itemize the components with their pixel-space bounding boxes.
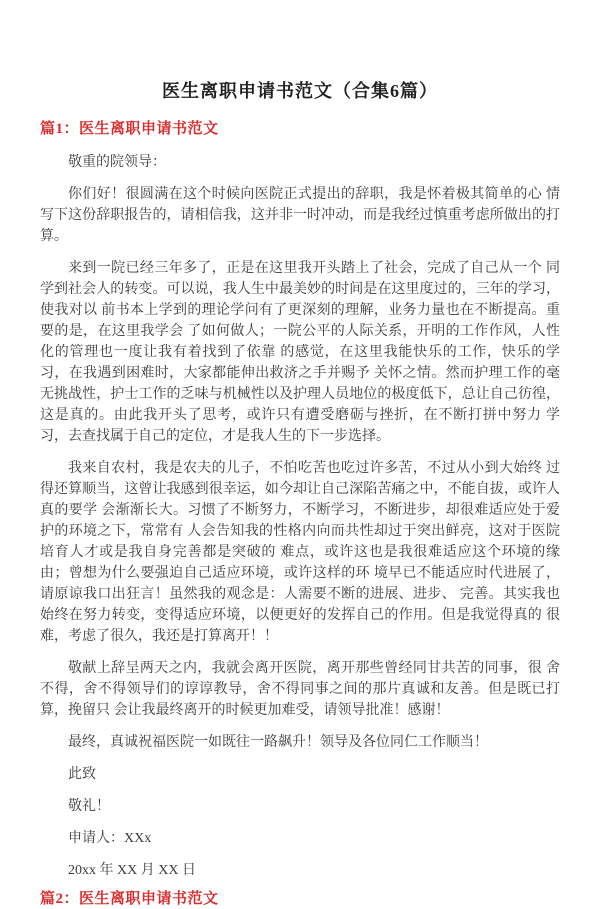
body-paragraph-5: 最终，真诚祝福医院一如既往一路飙升！领导及各位同仁工作顺当！	[68, 735, 488, 750]
body-paragraph-4: 敬献上辞呈两天之内，我就会离开医院，离开那些曾经同甘共苦的同事，很 舍不得，舍不得领导们的谆谆教导，舍不得同事之间的那片真诚和友善。但是既已打算，挽留只 会让我最终离开的时候更加难受，请领导批准！感谢！	[40, 661, 560, 718]
salutation-line: 敬重的院领导：	[68, 155, 166, 170]
document-title: 医生离职申请书范文（合集6篇）	[162, 81, 438, 101]
body-paragraph-1: 你们好！很圆满在这个时候向医院正式提出的辞职，我是怀着极其简单的心 情写下这份辞职报告的，请相信我，这并非一时冲动，而是我经过慎重考虑所做出的打算。	[40, 187, 560, 244]
date-line: 20xx 年 XX 月 XX 日	[68, 863, 196, 878]
closing-cizhi-line: 此致	[68, 767, 96, 782]
section-1-heading: 篇1：医生离职申请书范文	[40, 121, 219, 137]
applicant-line: 申请人：XXx	[68, 831, 152, 846]
closing-jingli-line: 敬礼！	[68, 799, 110, 814]
body-paragraph-3: 我来自农村，我是农夫的儿子，不怕吃苦也吃过许多苦，不过从小到大始终 过得还算顺当，这曾让我感到很幸运，如今却让自己深陷苦痛之中，不能自拔，或许人真的要学 会渐渐长大。习惯了不断努力，不断学习，不断进步，却很难适应处于爱护的环境之下，常常有 人会告知我的性格内向而共性却过于突出鲜亮，这对于医院培育人才或是我自身完善都是突破的 难点，或许这也是我很难适应这个环境的缘由；曾想为什么要强迫自己适应环境，或许这样的环 境早已不能适应时代进展了，请原谅我口出狂言！虽然我的观念是：人需要不断的进展、进步、 完善。其实我也始终在努力转变，变得适应环境，以便更好的发挥自己的作用。但是我觉得真的 很难，考虑了很久，我还是打算离开！！	[40, 461, 560, 644]
section-2-heading: 篇2：医生离职申请书范文	[40, 891, 219, 907]
body-paragraph-2: 来到一院已经三年多了，正是在这里我开头踏上了社会，完成了自己从一个 同学到社会人的转变。可以说，我人生中最美妙的时间是在这里度过的，三年的学习，使我对以 前书本上学到的理论学问有了更深刻的理解，业务力量也在不断提高。重要的是，在这里我学会 了如何做人；一院公平的人际关系，开明的工作作风，人性化的管理也一度让我有着找到了依靠 的感觉，在这里我能快乐的工作，快乐的学习，在我遇到困难时，大家都能伸出救济之手并赐予 关怀之情。然而护理工作的毫无挑战性，护士工作的乏味与机械性以及护理人员地位的极度低下，总让自己彷徨，这是真的。由此我开头了思考，或许只有遭受磨砺与挫折，在不断打拼中努力 学习，去查找属于自己的定位，才是我人生的下一步选择。	[40, 261, 560, 444]
